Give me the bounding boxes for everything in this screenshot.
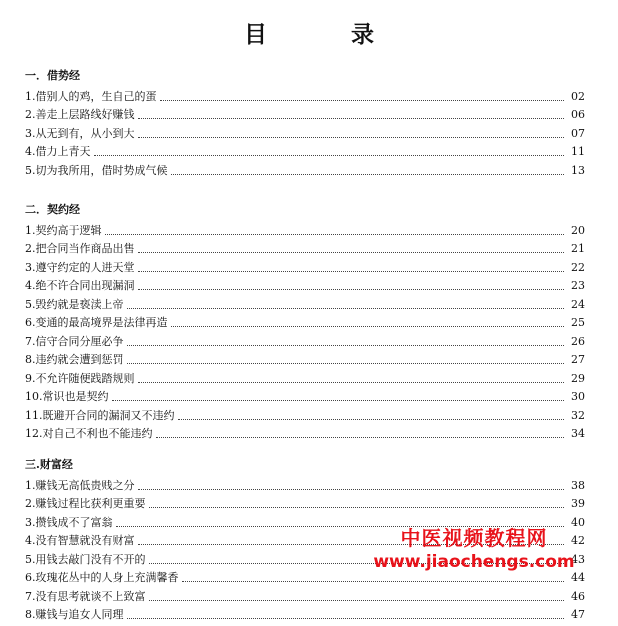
toc-leader-dots — [127, 308, 565, 309]
toc-entry — [25, 85, 585, 104]
toc-entry — [25, 474, 585, 493]
toc-leader-dots — [149, 600, 565, 601]
toc-leader-dots — [182, 581, 565, 582]
toc-entry — [25, 349, 585, 368]
toc-leader-dots — [138, 252, 565, 253]
section-heading: 三.财富经 — [25, 458, 73, 471]
toc-entry — [25, 386, 585, 405]
toc-entry — [25, 104, 585, 123]
toc-entry-label: 1.契约高于逻辑 — [25, 223, 102, 237]
toc-entry-page: 06 — [571, 108, 585, 121]
toc-leader-dots — [105, 234, 565, 235]
toc-entry-page: 34 — [571, 427, 585, 440]
toc-entry-label: 5.用钱去敲门没有不开的 — [25, 552, 146, 566]
toc-entry-page: 22 — [571, 260, 585, 274]
watermark-text: 中医视频教程网 — [400, 526, 548, 550]
toc-entry-page: 21 — [571, 242, 585, 255]
toc-entry-label: 9.不允许随便践踏规则 — [25, 371, 135, 385]
toc-entry-page: 26 — [571, 334, 585, 348]
toc-entry-page: 02 — [571, 89, 585, 103]
toc-leader-dots — [138, 118, 565, 119]
toc-entry-page: 32 — [571, 408, 585, 422]
toc-entry — [25, 141, 585, 160]
toc-entry-label: 10.常识也是契约 — [25, 390, 109, 403]
toc-leader-dots — [156, 437, 565, 438]
watermark — [334, 525, 614, 573]
toc-leader-dots — [138, 289, 565, 290]
toc-leader-dots — [138, 271, 565, 272]
toc-entry — [25, 238, 585, 257]
toc-entry — [25, 293, 585, 312]
toc-entry-page: 43 — [571, 552, 585, 566]
toc-entry-page: 20 — [571, 223, 585, 237]
toc-entry — [25, 404, 585, 423]
toc-entry-page: 44 — [571, 571, 585, 584]
toc-entry-label: 3.遵守约定的人进天堂 — [25, 260, 135, 274]
toc-entry — [25, 367, 585, 386]
toc-leader-dots — [127, 618, 565, 619]
toc-entry — [25, 493, 585, 512]
toc-entry-label: 1.赚钱无高低贵贱之分 — [25, 478, 135, 492]
toc-entry — [25, 122, 585, 141]
toc-leader-dots — [149, 507, 565, 508]
page-title: 目 录 — [243, 22, 412, 48]
toc-entry-label: 3.攒钱成不了富翁 — [25, 515, 113, 529]
toc-entry-page: 38 — [571, 478, 585, 492]
toc-entry-page: 25 — [571, 316, 585, 329]
toc-entry — [25, 256, 585, 275]
toc-entry-page: 46 — [571, 589, 585, 603]
toc-entry-label: 6.玫瑰花丛中的人身上充满馨香 — [25, 571, 179, 584]
toc-entry — [25, 604, 585, 623]
toc-entry-label: 12.对自己不利也不能违约 — [25, 427, 153, 440]
toc-section-1 — [25, 67, 585, 178]
toc-entry-page: 13 — [571, 163, 585, 177]
toc-entry-label: 8.违约就会遭到惩罚 — [25, 353, 124, 366]
toc-leader-dots — [94, 155, 565, 156]
toc-entry — [25, 330, 585, 349]
toc-entry-page: 39 — [571, 497, 585, 510]
toc-entry-label: 6.变通的最高境界是法律再造 — [25, 316, 168, 329]
toc-entry-label: 7.信守合同分厘必争 — [25, 334, 124, 348]
toc-entry-label: 4.没有智慧就没有财富 — [25, 534, 135, 547]
toc-entry-label: 2.赚钱过程比获利更重要 — [25, 497, 146, 510]
toc-leader-dots — [138, 489, 565, 490]
toc-entry-page: 30 — [571, 390, 585, 403]
toc-entry-label: 4.绝不许合同出现漏洞 — [25, 279, 135, 292]
toc-entry-page: 40 — [571, 515, 585, 529]
toc-entry-label: 7.没有思考就谈不上致富 — [25, 589, 146, 603]
toc-leader-dots — [171, 174, 565, 175]
toc-entry-page: 24 — [571, 297, 585, 311]
toc-leader-dots — [160, 100, 565, 101]
toc-entry-page: 11 — [571, 145, 585, 158]
toc-section-2 — [25, 201, 585, 441]
toc-leader-dots — [127, 345, 565, 346]
toc-leader-dots — [178, 419, 565, 420]
toc-entry-label: 2.善走上层路线好赚钱 — [25, 108, 135, 121]
toc-entry-page: 07 — [571, 126, 585, 140]
toc-entry — [25, 423, 585, 442]
watermark-url: www.jiaochengs.com — [373, 552, 575, 572]
toc-entry — [25, 159, 585, 178]
toc-entry-label: 5.毁约就是亵渎上帝 — [25, 297, 124, 311]
toc-leader-dots — [112, 400, 565, 401]
toc-entry — [25, 585, 585, 604]
section-heading: 一．借势经 — [25, 69, 80, 82]
toc-leader-dots — [138, 382, 565, 383]
toc-entry-page: 27 — [571, 353, 585, 366]
toc-entry-label: 11.既避开合同的漏洞又不违约 — [25, 408, 175, 422]
toc-entry-page: 42 — [571, 534, 585, 547]
toc-entry-label: 5.切为我所用，借时势成气候 — [25, 163, 168, 177]
section-heading: 二．契约经 — [25, 203, 80, 216]
toc-entry-page: 29 — [571, 371, 585, 385]
toc-leader-dots — [171, 326, 565, 327]
toc-entry-page: 23 — [571, 279, 585, 292]
toc-entry-label: 3.从无到有，从小到大 — [25, 126, 135, 140]
toc-leader-dots — [138, 137, 565, 138]
toc-entry-label: 1.借别人的鸡，生自己的蛋 — [25, 89, 157, 103]
toc-entry-label: 2.把合同当作商品出售 — [25, 242, 135, 255]
toc-entry — [25, 312, 585, 331]
toc-entry — [25, 275, 585, 294]
toc-entry-page: 47 — [571, 608, 585, 621]
toc-entry-label: 4.借力上青天 — [25, 145, 91, 158]
toc-entry — [25, 219, 585, 238]
toc-entry-label: 8.赚钱与追女人同理 — [25, 608, 124, 621]
toc-leader-dots — [127, 363, 565, 364]
